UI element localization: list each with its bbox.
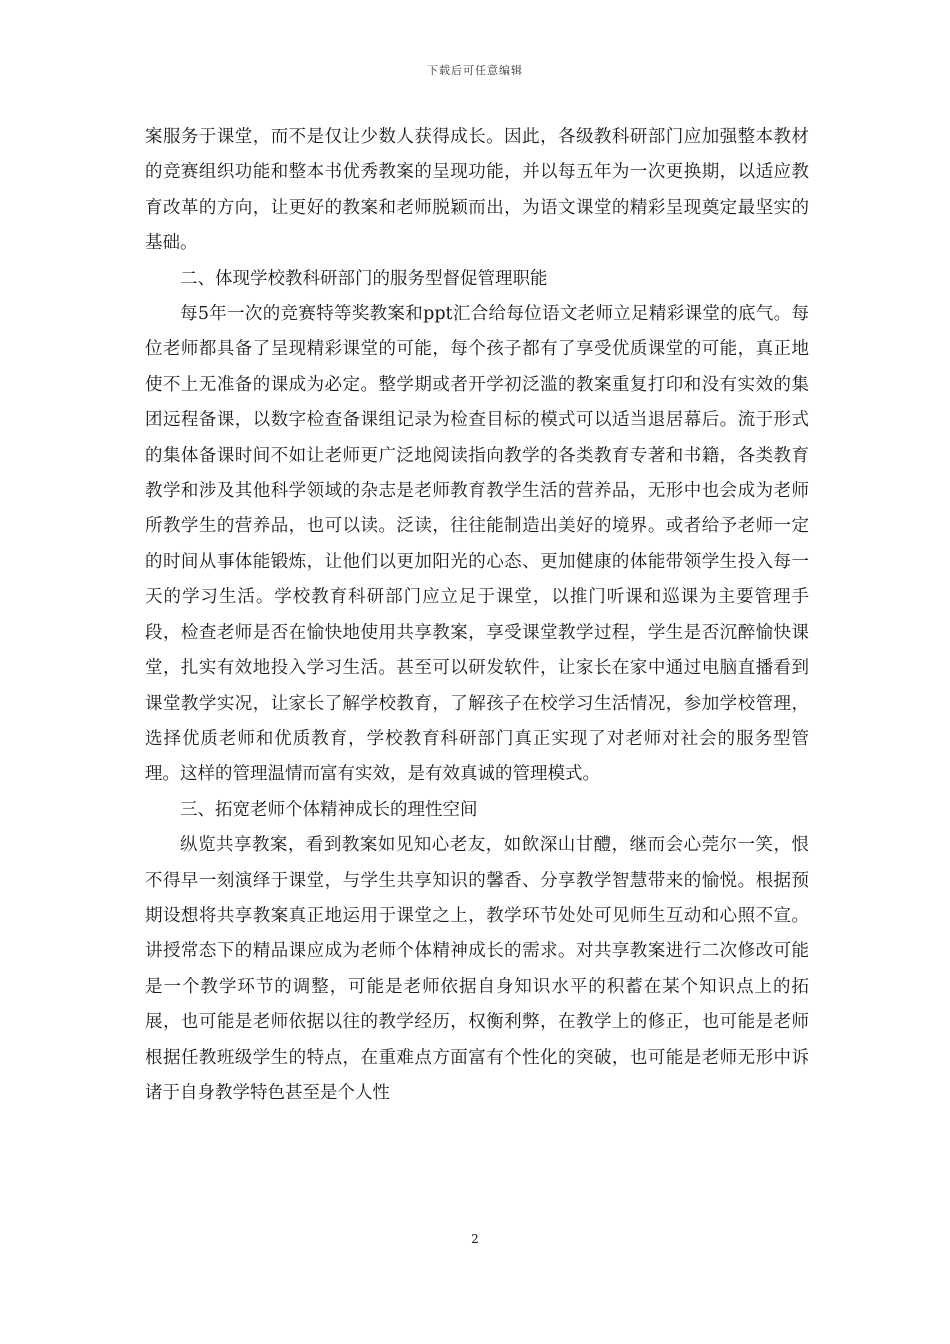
document-body xyxy=(145,120,809,1111)
section-heading-2: 二、体现学校教科研部门的服务型督促管理职能 xyxy=(180,268,548,289)
paragraph-section-3: 纵览共享教案，看到教案如见知心老友，如飲深山甘醴，继而会心莞尔一笑，恨不得早一刻演绎于课堂，与学生共享知识的馨香、分享教学智慧带来的愉悦。根据预期设想将共享教案真正地运用于课堂之上，教学环节处处可见师生互动和心照不宣。讲授常态下的精品课应成为老师个体精神成长的需求。对共享教案进行二次修改可能是一个教学环节的调整，可能是老师依据自身知识水平的积蓄在某个知识点上的拓展，也可能是老师依据以往的教学经历，权衡利弊，在教学上的修正，也可能是老师根据任教班级学生的特点，在重难点方面富有个性化的突破，也可能是老师无形中诉诸于自身教学特色甚至是个人性 xyxy=(145,835,809,1103)
section-heading-3: 三、拓宽老师个体精神成长的理性空间 xyxy=(180,799,478,820)
paragraph-section-2: 每5年一次的竞赛特等奖教案和ppt汇合给每位语文老师立足精彩课堂的底气。每位老师都具备了呈现精彩课堂的可能，每个孩子都有了享受优质课堂的可能，真正地使不上无准备的课成为必定。整学期或者开学初泛滥的教案重复打印和没有实效的集团远程备课，以数字检查备课组记录为检查目标的模式可以适当退居幕后。流于形式的集体备课时间不如让老师更广泛地阅读指向教学的各类教育专著和书籍，各类教育教学和涉及其他科学领域的杂志是老师教育教学生活的营养品，无形中也会成为老师所教学生的营养品，也可以读。泛读，往往能制造出美好的境界。或者给予老师一定的时间从事体能锻炼，让他们以更加阳光的心态、更加健康的体能带领学生投入每一天的学习生活。学校教育科研部门应立足于课堂，以推门听课和巡课为主要管理手段，检查老师是否在愉快地使用共享教案，享受课堂教学过程，学生是否沉醉愉快课堂，扎实有效地投入学习生活。甚至可以研发软件，让家长在家中通过电脑直播看到课堂教学实况，让家长了解学校教育，了解孩子在校学习生活情况，参加学校管理，选择优质老师和优质教育，学校教育科研部门真正实现了对老师对社会的服务型管理。这样的管理温情而富有实效，是有效真诚的管理模式。 xyxy=(145,304,809,785)
page-header-note: 下载后可任意编辑 xyxy=(427,64,523,77)
page-number: 2 xyxy=(471,1232,479,1246)
paragraph-continued: 案服务于课堂，而不是仅让少数人获得成长。因此，各级教科研部门应加强整本教材的竞赛组织功能和整本书优秀教案的呈现功能，并以每五年为一次更换期，以适应教育改革的方向，让更好的教案和老师脱颖而出，为语文课堂的精彩呈现奠定最坚实的基础。 xyxy=(145,127,809,254)
